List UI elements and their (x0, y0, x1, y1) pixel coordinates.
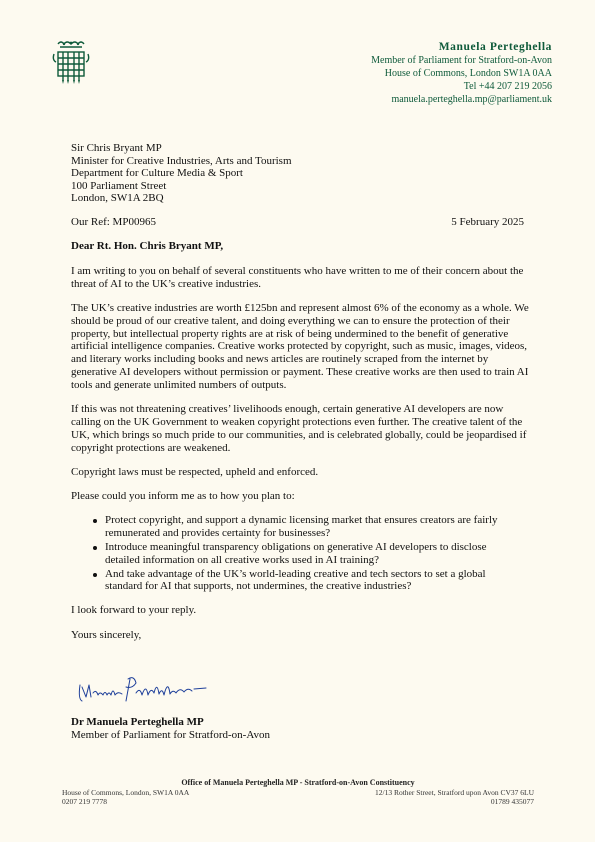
letterhead-mp-name: Manuela Perteghella (438, 41, 552, 53)
footer-phone-row (62, 797, 534, 807)
footer-left-phone: 0207 219 7778 (62, 797, 107, 806)
salutation: Dear Rt. Hon. Chris Bryant MP, (71, 240, 224, 252)
closing-paragraph: I look forward to your reply. (71, 604, 197, 617)
paragraph: Please could you inform me as to how you plan to: (71, 490, 295, 503)
footer-right-address: 12/13 Rother Street, Stratford upon Avon CV37 6LU (374, 787, 534, 797)
reference-row (71, 216, 524, 228)
list-item: And take advantage of the UK’s world-leading creative and tech sectors to set a global standard for AI that supports, not undermines, the creative industries? (92, 568, 516, 594)
letterhead-tel: Tel +44 207 219 2056 (463, 81, 552, 92)
handwritten-signature (76, 673, 216, 707)
recipient-department: Department for Culture Media & Sport (71, 167, 243, 179)
signer-block (71, 716, 270, 741)
paragraph: Copyright laws must be respected, upheld and enforced. (71, 465, 319, 478)
reference-number: Our Ref: MP00965 (71, 216, 156, 228)
portcullis-icon (52, 40, 90, 86)
sign-off: Yours sincerely, (71, 628, 142, 641)
letter-body (71, 265, 531, 653)
recipient-title: Minister for Creative Industries, Arts and Tourism (71, 154, 292, 167)
footer-title: Office of Manuela Perteghella MP - Stratford-on-Avon Constituency (181, 778, 415, 787)
recipient-address (71, 142, 292, 205)
list-item: Protect copyright, and support a dynamic licensing market that ensures creators are fairly remunerated and provides certainty for businesses? (92, 514, 516, 540)
letter-date: 5 February 2025 (451, 216, 524, 228)
paragraph: If this was not threatening creatives’ livelihoods enough, certain generative AI developers are now calling on the UK Government to weaken copyright protections even further. The creative talent of the UK, which brings so much pride to our communities, and is celebrated globally, could be jeopardised if copyright protections are weakened. (71, 403, 527, 454)
letterhead-role: Member of Parliament for Stratford-on-Avon (371, 55, 552, 66)
paragraph: The UK’s creative industries are worth £125bn and represent almost 6% of the economy as a whole. We should be proud of our creative talent, and doing everything we can to ensure the protection of their property, but intellectual property rights are at risk of being undermined to the benefit of generative artificial intelligence companies. Creative works protected by copyright, such as music, images, videos, and literary works including books and news articles are routinely scraped from the internet by generative AI developers without permission or payment. These creative works are then used to train AI tools and generate unlimited numbers of outputs. (71, 302, 529, 391)
footer-address-row (62, 788, 534, 798)
letterhead-email[interactable]: manuela.perteghella.mp@parliament.uk (391, 94, 552, 105)
recipient-city: London, SW1A 2BQ (71, 192, 164, 204)
footer-left-address: House of Commons, London, SW1A 0AA (62, 787, 190, 797)
recipient-street: 100 Parliament Street (71, 179, 167, 192)
footer (62, 778, 534, 807)
signer-title: Member of Parliament for Stratford-on-Avon (71, 728, 270, 741)
letterhead-address: House of Commons, London SW1A 0AA (384, 68, 552, 79)
footer-right-phone: 01789 435077 (490, 797, 534, 806)
paragraph: I am writing to you on behalf of several constituents who have written to me of their concern about the threat of AI to the UK’s creative industries. (71, 265, 524, 290)
letterhead (252, 40, 552, 106)
list-item: Introduce meaningful transparency obligations on generative AI developers to disclose detailed information on all creative works used in AI training? (92, 541, 516, 567)
signer-name: Dr Manuela Perteghella MP (71, 716, 204, 728)
recipient-name: Sir Chris Bryant MP (71, 142, 162, 154)
question-list (92, 514, 531, 593)
